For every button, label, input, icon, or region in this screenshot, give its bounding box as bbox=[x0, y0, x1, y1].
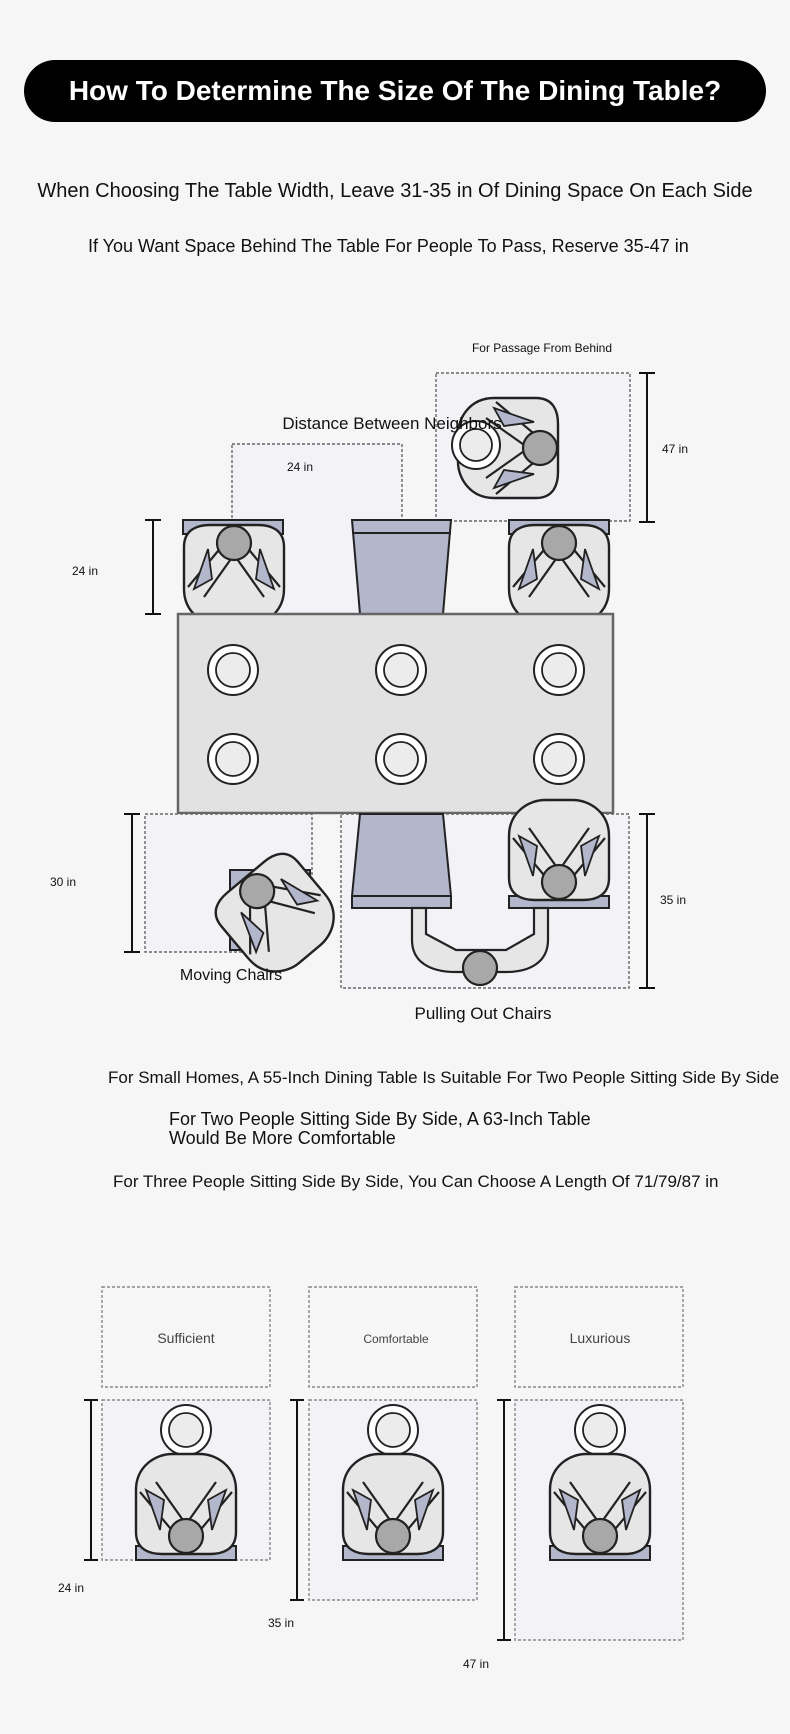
sufficient-depth-label: 24 in bbox=[58, 1581, 85, 1595]
page-title: How To Determine The Size Of The Dining Table? bbox=[68, 75, 722, 106]
passage-rule-text: If You Want Space Behind The Table For People To Pass, Reserve 35-47 in bbox=[88, 236, 689, 256]
comfortable-person-icon bbox=[343, 1454, 443, 1554]
small-home-text: For Small Homes, A 55-Inch Dining Table Is Suitable For Two People Sitting Side By Side bbox=[108, 1068, 780, 1087]
comfortable-label: Comfortable bbox=[363, 1332, 429, 1346]
width-rule-text: When Choosing The Table Width, Leave 31-35 in Of Dining Space On Each Side bbox=[37, 180, 753, 202]
luxurious-depth-label: 47 in bbox=[463, 1657, 490, 1671]
pulling-dimension bbox=[639, 814, 655, 988]
two-people-line-1: For Two People Sitting Side By Side, A 63-Inch Table bbox=[169, 1109, 591, 1129]
neighbors-label: Distance Between Neighbors bbox=[282, 414, 502, 433]
top-left-person-icon bbox=[184, 525, 284, 625]
top-right-person-icon bbox=[509, 525, 609, 625]
sufficient-person-icon bbox=[136, 1454, 236, 1554]
pulling-label: Pulling Out Chairs bbox=[414, 1004, 552, 1023]
passage-dimension bbox=[639, 373, 655, 522]
comfortable-depth-label: 35 in bbox=[268, 1616, 295, 1630]
passage-depth-label: 47 in bbox=[662, 442, 689, 456]
moving-depth-label: 30 in bbox=[50, 875, 77, 889]
sufficient-label: Sufficient bbox=[157, 1330, 215, 1346]
two-people-line-2: Would Be More Comfortable bbox=[169, 1128, 396, 1148]
bottom-middle-chair bbox=[352, 814, 451, 896]
passage-label: For Passage From Behind bbox=[471, 341, 613, 355]
left-depth-label: 24 in bbox=[72, 564, 99, 578]
pulling-depth-label: 35 in bbox=[660, 893, 687, 907]
luxurious-person-icon bbox=[550, 1454, 650, 1554]
three-people-text: For Three People Sitting Side By Side, You Can Choose A Length Of 71/79/87 in bbox=[113, 1172, 719, 1191]
moving-dimension bbox=[124, 814, 140, 952]
luxurious-label: Luxurious bbox=[569, 1330, 631, 1346]
left-dimension bbox=[145, 520, 161, 614]
bottom-right-person-icon bbox=[509, 800, 609, 900]
moving-label: Moving Chairs bbox=[179, 967, 283, 984]
two-people-text bbox=[169, 1110, 591, 1148]
neighbor-gap-label: 24 in bbox=[286, 460, 314, 474]
top-middle-chair bbox=[352, 520, 451, 614]
